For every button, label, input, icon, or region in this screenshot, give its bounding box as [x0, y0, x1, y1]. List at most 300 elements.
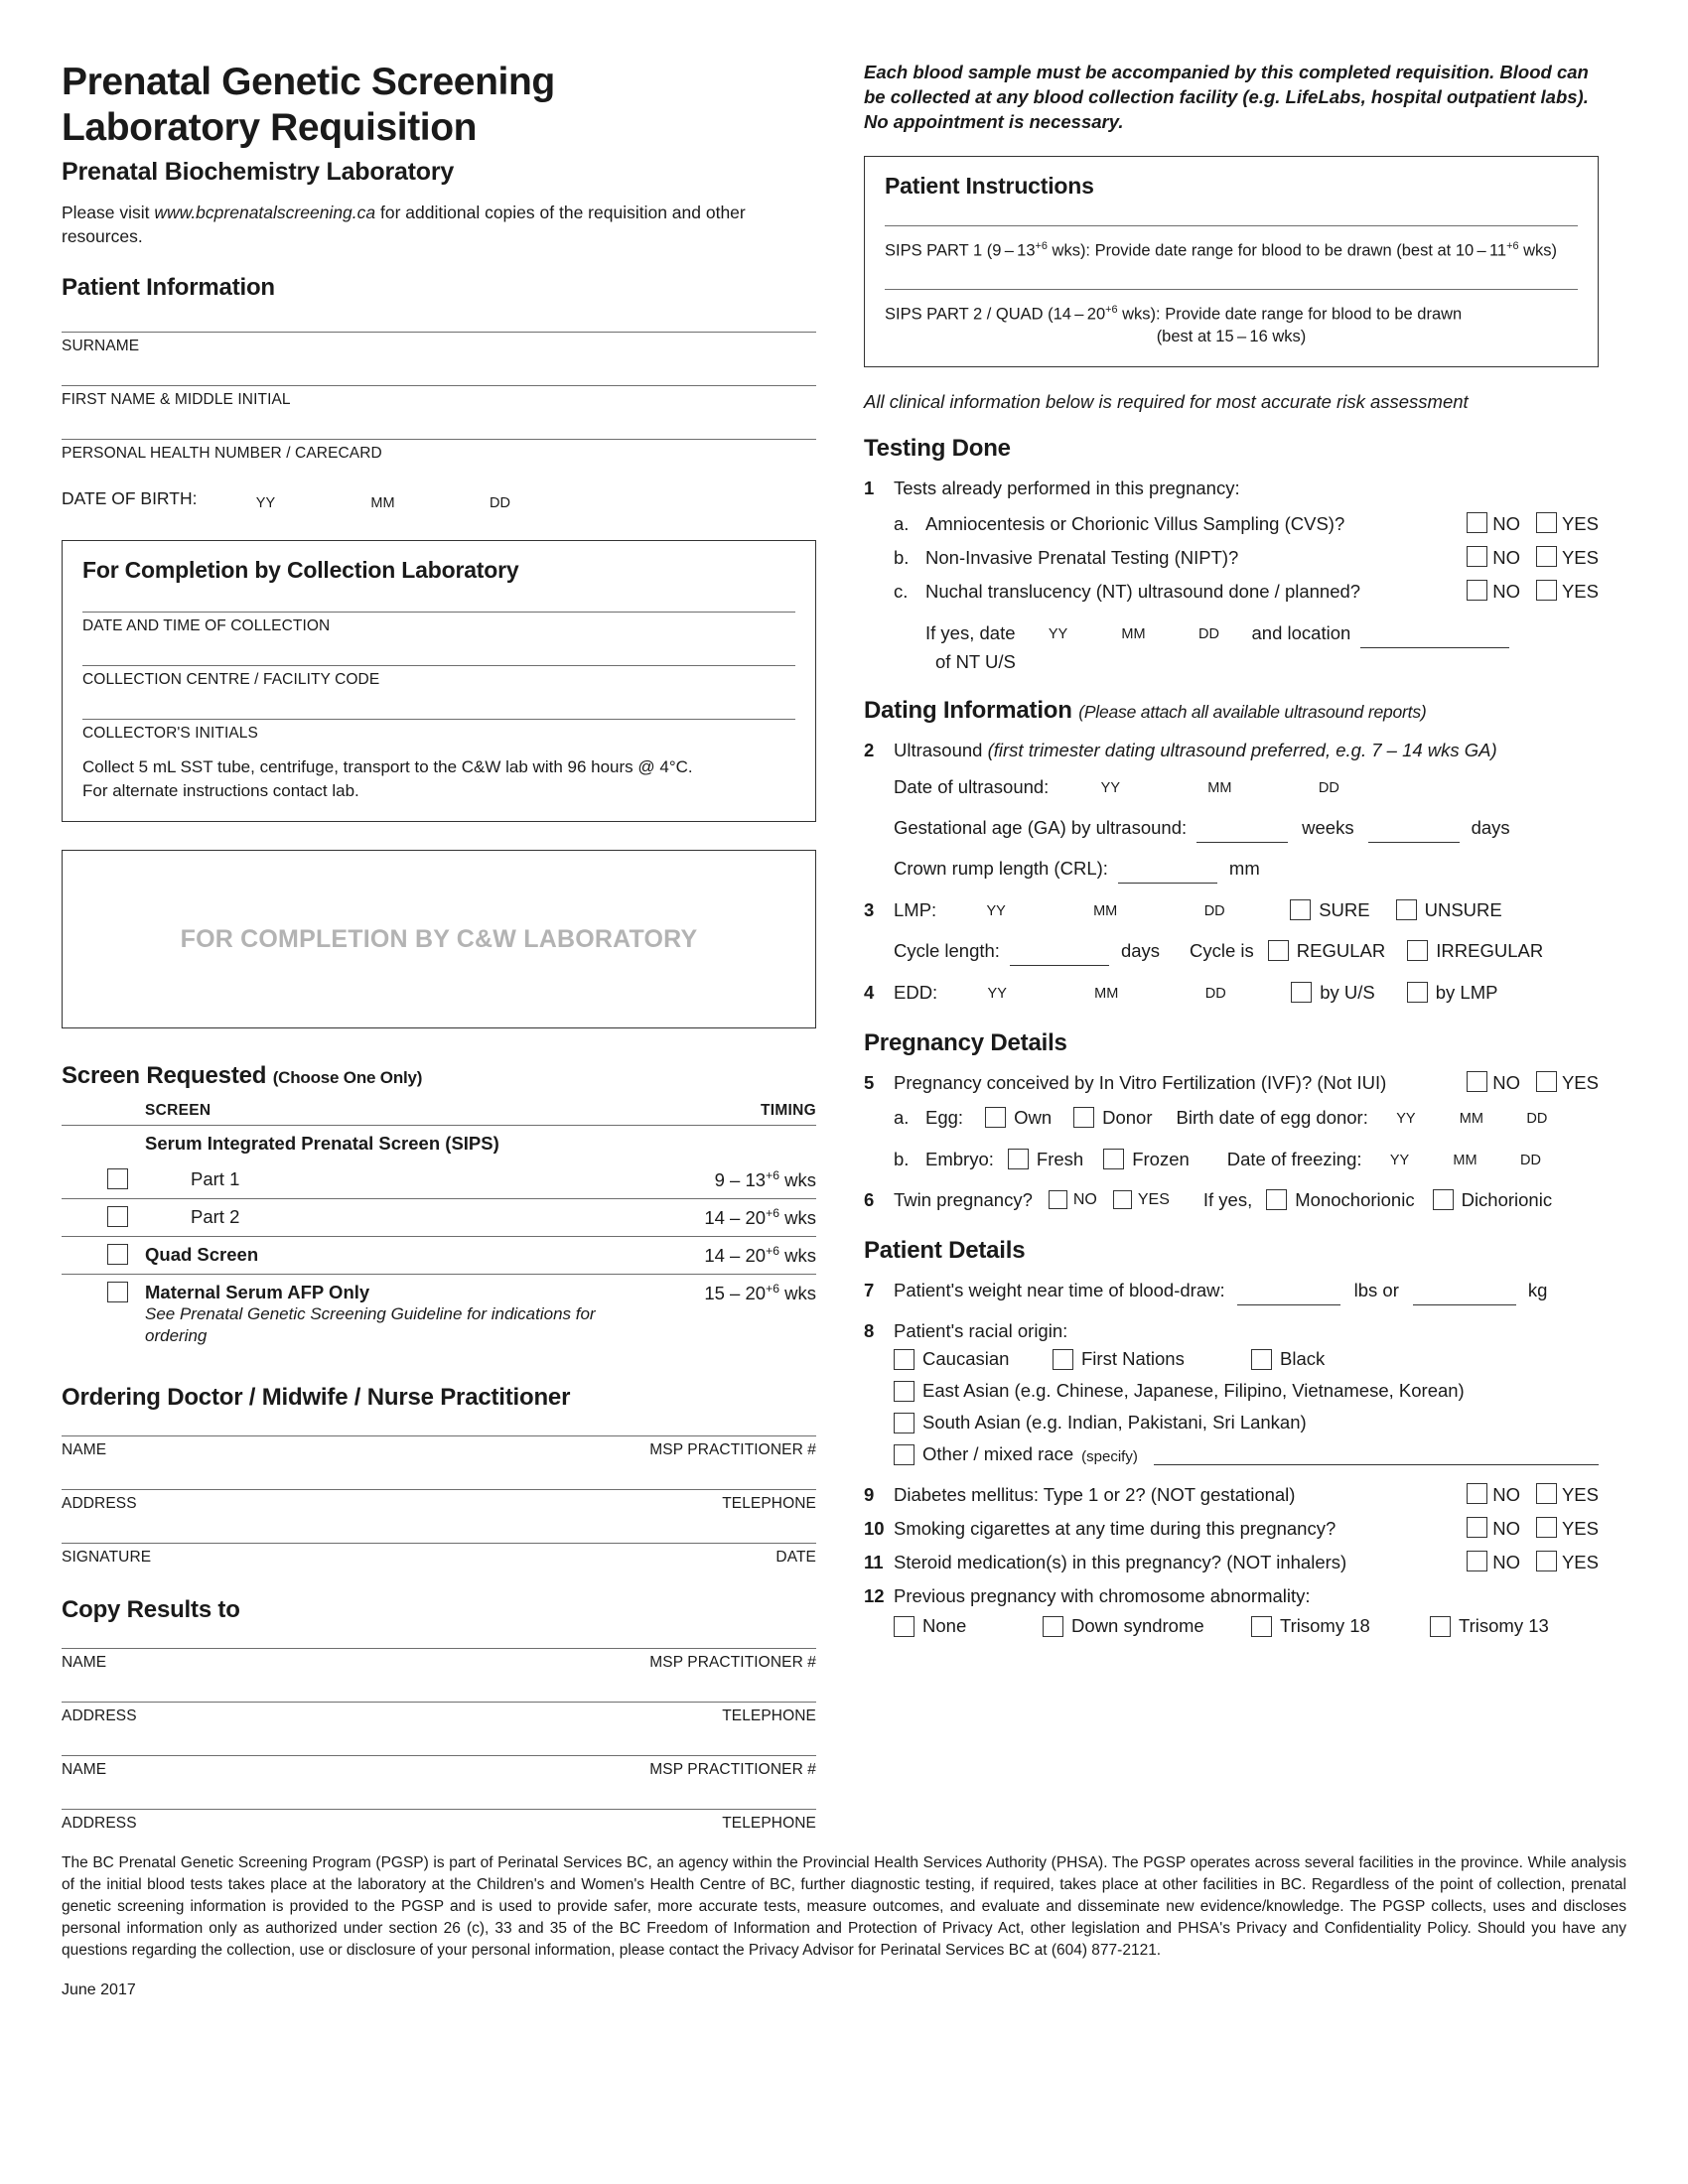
ga-days-input[interactable]	[1368, 824, 1460, 843]
embryo-row	[864, 1145, 1599, 1174]
checkbox-q1c-no[interactable]	[1467, 580, 1487, 601]
q1-number: 1	[864, 478, 875, 498]
pi-part1-sup2: +6	[1506, 240, 1519, 252]
ordering-signature-label: SIGNATURE	[62, 1549, 152, 1567]
q8-text: Patient's racial origin:	[894, 1320, 1068, 1341]
q4-number: 4	[864, 982, 875, 1003]
q5-number: 5	[864, 1072, 875, 1093]
q10-number: 10	[864, 1518, 885, 1539]
race-eastasian-label: East Asian (e.g. Chinese, Japanese, Filipino, Vietnamese, Korean)	[922, 1380, 1465, 1401]
checkbox-q9-yes[interactable]	[1536, 1483, 1557, 1504]
ordering-telephone-label: TELEPHONE	[722, 1495, 816, 1513]
surname-label: SURNAME	[62, 338, 140, 354]
edd-bylmp-option[interactable]	[1407, 979, 1498, 1008]
q1-item-b	[894, 544, 1599, 571]
checkbox-q9-no[interactable]	[1467, 1483, 1487, 1504]
screen-label-msafp-note: See Prenatal Genetic Screening Guideline for indications for ordering	[145, 1304, 596, 1346]
q9-answer-group	[1451, 1481, 1599, 1508]
screen-label-part2: Part 2	[145, 1199, 628, 1237]
pi-part2-sup: +6	[1105, 303, 1118, 316]
egg-donor-option[interactable]	[1073, 1104, 1152, 1133]
weight-kg-input[interactable]	[1413, 1287, 1516, 1305]
freeze-mm[interactable]	[1440, 1145, 1491, 1174]
lmp-sure-option[interactable]	[1290, 896, 1369, 925]
egg-dob-dd[interactable]	[1511, 1103, 1563, 1133]
checkbox-q1a-yes[interactable]	[1536, 512, 1557, 533]
race-other-label: Other / mixed race	[922, 1443, 1074, 1464]
checkbox-cycle-regular[interactable]	[1268, 940, 1289, 961]
pi-part1-mid: wks): Provide date range for blood to be drawn (best at 10 – 11	[1047, 241, 1507, 260]
edd-mm[interactable]	[1058, 978, 1154, 1008]
q1-item-a	[894, 510, 1599, 537]
collector-initials-label: COLLECTOR'S INITIALS	[82, 725, 258, 742]
screen-timing-msafp: $15 - 20^{+6}$ wks	[628, 1275, 816, 1355]
screen-requested-heading	[62, 1062, 816, 1090]
q9-no-option[interactable]	[1467, 1481, 1520, 1508]
cycle-regular-label: REGULAR	[1296, 940, 1386, 961]
race-other-option[interactable]	[894, 1443, 1599, 1465]
checkbox-msafp[interactable]	[107, 1282, 128, 1302]
cycle-regular-option[interactable]	[1268, 937, 1385, 966]
egg-birthdate-label: Birth date of egg donor:	[1176, 1107, 1368, 1128]
checkbox-q5-no[interactable]	[1467, 1071, 1487, 1092]
screen-timing-part1: $9 - 13^{+6}$ wks	[714, 1168, 816, 1191]
q12-t13-option[interactable]	[1430, 1615, 1549, 1637]
collection-note-line2: For alternate instructions contact lab.	[82, 781, 359, 800]
q9-yes-option[interactable]	[1536, 1481, 1599, 1508]
patient-instructions-box	[864, 156, 1599, 367]
dob-label: DATE OF BIRTH:	[62, 488, 198, 508]
checkbox-race-south-asian[interactable]	[894, 1413, 914, 1433]
egg-dob-mm[interactable]	[1446, 1103, 1497, 1133]
edd-mm-tag: MM	[1094, 986, 1119, 1002]
question-8	[864, 1317, 1599, 1344]
ordering-msp-label: MSP PRACTITIONER #	[649, 1441, 816, 1459]
ordering-name-label: NAME	[62, 1441, 107, 1459]
edd-byus-option[interactable]	[1291, 979, 1375, 1008]
race-eastasian-option[interactable]	[894, 1380, 1599, 1402]
checkbox-edd-by-us[interactable]	[1291, 982, 1312, 1003]
copy-telephone-label-1: TELEPHONE	[722, 1707, 816, 1725]
collector-initials-field[interactable]	[82, 719, 795, 743]
q12-down-label: Down syndrome	[1071, 1615, 1204, 1636]
egg-donor-label: Donor	[1102, 1107, 1153, 1128]
title-line-2: Laboratory Requisition	[62, 106, 478, 149]
ordering-signature-field[interactable]	[62, 1543, 816, 1567]
q11-text: Steroid medication(s) in this pregnancy? (NOT inhalers)	[894, 1552, 1347, 1572]
q1a-letter: a.	[894, 513, 910, 534]
edd-yy[interactable]	[949, 978, 1045, 1008]
screen-label-msafp: Maternal Serum AFP Only	[145, 1282, 370, 1303]
ga-weeks-input[interactable]	[1196, 824, 1288, 843]
us-date-mm[interactable]	[1172, 772, 1267, 802]
table-row[interactable]	[62, 1237, 816, 1275]
page-subtitle: Prenatal Biochemistry Laboratory	[62, 158, 455, 186]
cycle-irregular-label: IRREGULAR	[1436, 940, 1544, 961]
collection-centre-field[interactable]	[82, 665, 795, 689]
lmp-unsure-label: UNSURE	[1424, 899, 1502, 920]
ifyes-label: If yes, date	[925, 622, 1016, 643]
question-5	[864, 1069, 1599, 1096]
gestational-age-row	[894, 814, 1599, 843]
crl-label: Crown rump length (CRL):	[894, 858, 1108, 879]
q12-t18-option[interactable]	[1251, 1615, 1430, 1637]
nt-location-input[interactable]	[1360, 629, 1509, 648]
q11-number: 11	[864, 1552, 884, 1572]
q10-yes-label: YES	[1561, 1518, 1599, 1539]
checkbox-q6-yes[interactable]	[1113, 1190, 1132, 1209]
page-title	[62, 60, 816, 151]
q11-yes-option[interactable]	[1536, 1549, 1599, 1575]
q5-no-option[interactable]	[1467, 1069, 1520, 1096]
copy-address-label-2: ADDRESS	[62, 1815, 137, 1833]
q6-mono-label: Monochorionic	[1295, 1189, 1415, 1210]
checkbox-q11-no[interactable]	[1467, 1551, 1487, 1571]
nt-date-yy[interactable]	[1028, 618, 1089, 648]
dating-info-note: (Please attach all available ultrasound reports)	[1078, 702, 1427, 722]
cycle-length-label: Cycle length:	[894, 940, 1000, 961]
collection-lab-heading: For Completion by Collection Laboratory	[82, 557, 519, 583]
checkbox-q12-trisomy-13[interactable]	[1430, 1616, 1451, 1637]
screen-label-quad: Quad Screen	[145, 1237, 628, 1275]
q9-yes-label: YES	[1561, 1484, 1599, 1505]
copy-address-field-1[interactable]	[62, 1702, 816, 1725]
patient-instructions-part2[interactable]	[885, 289, 1578, 349]
checkbox-lmp-unsure[interactable]	[1396, 899, 1417, 920]
q7-text: Patient's weight near time of blood-draw:	[894, 1280, 1225, 1300]
nt-date-mm[interactable]	[1103, 618, 1165, 648]
q4-label: EDD:	[894, 982, 938, 1003]
nt-mm-tag: MM	[1121, 626, 1146, 642]
q10-no-option[interactable]	[1467, 1515, 1520, 1542]
q12-t18-label: Trisomy 18	[1280, 1615, 1370, 1636]
dob-mm[interactable]	[332, 491, 433, 512]
q10-text: Smoking cigarettes at any time during this pregnancy?	[894, 1518, 1336, 1539]
weight-lbs-input[interactable]	[1237, 1287, 1340, 1305]
checkbox-race-caucasian[interactable]	[894, 1349, 914, 1370]
checkbox-q1c-yes[interactable]	[1536, 580, 1557, 601]
sips-group-label: Serum Integrated Prenatal Screen (SIPS)	[145, 1126, 816, 1162]
race-black-option[interactable]	[1251, 1348, 1450, 1370]
us-dd-tag: DD	[1318, 780, 1339, 796]
egg-dob-yy[interactable]	[1380, 1103, 1432, 1133]
q10-yes-option[interactable]	[1536, 1515, 1599, 1542]
race-southasian-option[interactable]	[894, 1412, 1599, 1433]
race-caucasian-option[interactable]	[894, 1348, 1053, 1370]
copy-results-heading: Copy Results to	[62, 1596, 240, 1624]
dob-dd-tag: DD	[489, 495, 510, 511]
testing-done-heading: Testing Done	[864, 435, 1011, 462]
nt-date-dd[interactable]	[1179, 618, 1240, 648]
egg-donor-dob-group	[1380, 1103, 1563, 1133]
q6-no-label: NO	[1072, 1191, 1097, 1208]
q11-no-option[interactable]	[1467, 1549, 1520, 1575]
embryo-fresh-label: Fresh	[1036, 1149, 1084, 1169]
ga-label: Gestational age (GA) by ultrasound:	[894, 817, 1188, 838]
ifyes-end-label: of NT U/S	[935, 651, 1016, 672]
table-row[interactable]	[62, 1199, 816, 1237]
embryo-frozen-option[interactable]	[1103, 1146, 1190, 1174]
embryo-label: Embryo:	[925, 1149, 994, 1169]
question-12	[864, 1582, 1599, 1609]
q3-number: 3	[864, 899, 875, 920]
checkbox-q10-no[interactable]	[1467, 1517, 1487, 1538]
q6-no-option[interactable]	[1049, 1186, 1097, 1215]
freeze-yy-tag: YY	[1389, 1153, 1410, 1168]
crl-unit-label: mm	[1228, 858, 1260, 879]
q12-t13-label: Trisomy 13	[1459, 1615, 1549, 1636]
screen-column-header: SCREEN	[145, 1102, 211, 1119]
q1-item-c	[894, 578, 1599, 605]
q5-text: Pregnancy conceived by In Vitro Fertilization (IVF)? (Not IUI)	[894, 1072, 1387, 1093]
checkbox-race-other[interactable]	[894, 1444, 914, 1465]
q5-answer-group	[1451, 1069, 1599, 1096]
checkbox-q12-down-syndrome[interactable]	[1043, 1616, 1063, 1637]
ordering-doctor-heading: Ordering Doctor / Midwife / Nurse Practitioner	[62, 1384, 571, 1412]
dating-information-heading	[864, 697, 1599, 725]
egg-own-label: Own	[1014, 1107, 1053, 1128]
collection-datetime-field[interactable]	[82, 612, 795, 635]
collection-centre-label: COLLECTION CENTRE / FACILITY CODE	[82, 671, 380, 688]
phn-label: PERSONAL HEALTH NUMBER / CARECARD	[62, 445, 382, 462]
checkbox-sips-part2[interactable]	[107, 1206, 128, 1227]
lmp-unsure-option[interactable]	[1396, 896, 1502, 925]
website-link[interactable]: www.bcprenatalscreening.ca	[154, 203, 376, 222]
egg-mm-tag: MM	[1459, 1111, 1483, 1127]
q1a-no-option[interactable]	[1467, 510, 1520, 537]
ultrasound-date-row	[894, 772, 1599, 802]
dob-dd[interactable]	[449, 491, 550, 512]
q11-yes-label: YES	[1561, 1552, 1599, 1572]
q6-ifyes-label: If yes,	[1202, 1189, 1253, 1210]
cycle-irregular-option[interactable]	[1407, 937, 1543, 966]
us-date-yy[interactable]	[1062, 772, 1158, 802]
q2-italic-note: (first trimester dating ultrasound preferred, e.g. 7 – 14 wks GA)	[987, 740, 1497, 760]
patient-instructions-heading: Patient Instructions	[885, 173, 1094, 199]
q1c-answer-group	[1451, 578, 1599, 605]
pi-part2-center: (best at 15 – 16 wks)	[1156, 328, 1307, 345]
question-2	[864, 737, 1599, 763]
two-column-layout	[62, 60, 1626, 1833]
embryo-frozen-label: Frozen	[1132, 1149, 1190, 1169]
ultrasound-date-label: Date of ultrasound:	[894, 776, 1050, 797]
racial-origin-options	[864, 1348, 1599, 1465]
question-3-lmp	[864, 895, 1599, 925]
checkbox-egg-donor[interactable]	[1073, 1107, 1094, 1128]
us-mm-tag: MM	[1207, 780, 1232, 796]
q9-text: Diabetes mellitus: Type 1 or 2? (NOT gestational)	[894, 1484, 1296, 1505]
race-other-input[interactable]	[1154, 1446, 1599, 1465]
cycle-length-row	[864, 937, 1599, 966]
cw-laboratory-watermark-text: FOR COMPLETION BY C&W LABORATORY	[180, 924, 698, 953]
q1c-yes-option[interactable]	[1536, 578, 1599, 605]
checkbox-egg-own[interactable]	[985, 1107, 1006, 1128]
checkbox-q11-yes[interactable]	[1536, 1551, 1557, 1571]
question-6-twin	[864, 1186, 1599, 1215]
checkbox-q12-none[interactable]	[894, 1616, 914, 1637]
nt-yy-tag: YY	[1048, 626, 1068, 642]
q6-yes-label: YES	[1137, 1191, 1170, 1208]
cycle-days-label: days	[1120, 940, 1161, 961]
question-9	[864, 1481, 1599, 1508]
race-caucasian-label: Caucasian	[922, 1348, 1010, 1369]
freeze-yy[interactable]	[1374, 1145, 1426, 1174]
race-firstnations-option[interactable]	[1053, 1348, 1251, 1370]
q2-subfields	[864, 772, 1599, 884]
dob-yy[interactable]	[214, 491, 316, 512]
lmp-dd[interactable]	[1167, 895, 1262, 925]
freeze-dd[interactable]	[1505, 1145, 1557, 1174]
copy-telephone-label-2: TELEPHONE	[722, 1815, 816, 1833]
q1b-no-option[interactable]	[1467, 544, 1520, 571]
egg-label: Egg:	[925, 1107, 964, 1128]
checkbox-edd-by-lmp[interactable]	[1407, 982, 1428, 1003]
lmp-sure-label: SURE	[1319, 899, 1370, 920]
crl-input[interactable]	[1118, 865, 1217, 884]
date-of-birth-row	[62, 488, 816, 512]
q1b-answer-group	[1451, 544, 1599, 571]
copy-name-field-2[interactable]	[62, 1755, 816, 1779]
q1b-yes-label: YES	[1561, 547, 1599, 568]
q6-di-label: Dichorionic	[1461, 1189, 1553, 1210]
q12-text: Previous pregnancy with chromosome abnormality:	[894, 1585, 1311, 1606]
patient-instructions-part1[interactable]	[885, 225, 1578, 263]
edd-yy-tag: YY	[987, 986, 1007, 1002]
ordering-address-field[interactable]	[62, 1489, 816, 1513]
pi-part1-sup: +6	[1035, 240, 1048, 252]
crl-row	[894, 855, 1599, 884]
embryo-freeze-date-group	[1374, 1145, 1557, 1174]
checkbox-q5-yes[interactable]	[1536, 1071, 1557, 1092]
edd-dd-tag: DD	[1204, 986, 1226, 1002]
nt-ultrasound-date-row	[894, 618, 1599, 677]
checkbox-lmp-sure[interactable]	[1290, 899, 1311, 920]
checkbox-q10-yes[interactable]	[1536, 1517, 1557, 1538]
checkbox-sips-part1[interactable]	[107, 1168, 128, 1189]
lmp-yy[interactable]	[948, 895, 1044, 925]
q8-number: 8	[864, 1320, 875, 1341]
intro-text	[62, 201, 816, 248]
nt-dd-tag: DD	[1198, 626, 1219, 642]
embryo-letter: b.	[894, 1149, 910, 1169]
q1c-letter: c.	[894, 581, 909, 602]
q11-no-label: NO	[1492, 1552, 1520, 1572]
collection-laboratory-box	[62, 540, 816, 822]
checkbox-race-black[interactable]	[1251, 1349, 1272, 1370]
edd-dd[interactable]	[1168, 978, 1263, 1008]
firstname-label: FIRST NAME & MIDDLE INITIAL	[62, 391, 291, 408]
q1-subitems	[864, 510, 1599, 677]
q12-down-option[interactable]	[1043, 1615, 1251, 1637]
q6-yes-option[interactable]	[1113, 1186, 1170, 1215]
screen-requested-title: Screen Requested	[62, 1062, 267, 1089]
embryo-fresh-option[interactable]	[1008, 1146, 1083, 1174]
checkbox-monochorionic[interactable]	[1266, 1189, 1287, 1210]
q2-text	[894, 737, 1599, 763]
q5-yes-option[interactable]	[1536, 1069, 1599, 1096]
q6-di-option[interactable]	[1433, 1186, 1553, 1215]
checkbox-q6-no[interactable]	[1049, 1190, 1067, 1209]
pregnancy-details-heading: Pregnancy Details	[864, 1029, 1067, 1056]
checkbox-quad-screen[interactable]	[107, 1244, 128, 1265]
checkbox-race-east-asian[interactable]	[894, 1381, 914, 1402]
left-column	[62, 60, 816, 1833]
q1b-yes-option[interactable]	[1536, 544, 1599, 571]
cycle-length-input[interactable]	[1010, 947, 1109, 966]
freeze-dd-tag: DD	[1520, 1153, 1541, 1168]
us-yy-tag: YY	[1100, 780, 1120, 796]
checkbox-q1b-yes[interactable]	[1536, 546, 1557, 567]
collection-note-line1: Collect 5 mL SST tube, centrifuge, transport to the C&W lab with 96 hours @ 4°C.	[82, 757, 693, 776]
question-11	[864, 1549, 1599, 1575]
pi-part1-pre: SIPS PART 1 (9 – 13	[885, 241, 1036, 260]
surname-field[interactable]	[62, 332, 816, 355]
q7-kg-label: kg	[1527, 1280, 1548, 1300]
phn-field[interactable]	[62, 439, 816, 463]
egg-yy-tag: YY	[1396, 1111, 1416, 1127]
dob-yy-tag: YY	[255, 495, 276, 511]
q12-none-option[interactable]	[894, 1615, 1043, 1637]
q1a-yes-option[interactable]	[1536, 510, 1599, 537]
q2-label: Ultrasound	[894, 740, 983, 760]
dob-mm-tag: MM	[370, 495, 395, 511]
checkbox-race-first-nations[interactable]	[1053, 1349, 1073, 1370]
copy-address-field-2[interactable]	[62, 1809, 816, 1833]
ga-days-label: days	[1471, 817, 1510, 838]
q10-no-label: NO	[1492, 1518, 1520, 1539]
checkbox-q1b-no[interactable]	[1467, 546, 1487, 567]
freeze-mm-tag: MM	[1453, 1153, 1477, 1168]
ordering-name-field[interactable]	[62, 1435, 816, 1459]
copy-msp-label-1: MSP PRACTITIONER #	[649, 1654, 816, 1672]
copy-name-field-1[interactable]	[62, 1648, 816, 1672]
pi-part1-end: wks)	[1518, 241, 1557, 260]
q1c-no-option[interactable]	[1467, 578, 1520, 605]
checkbox-embryo-frozen[interactable]	[1103, 1149, 1124, 1169]
copy-msp-label-2: MSP PRACTITIONER #	[649, 1761, 816, 1779]
nt-date-group	[1028, 618, 1240, 648]
q9-number: 9	[864, 1484, 875, 1505]
egg-own-option[interactable]	[985, 1104, 1052, 1133]
checkbox-q1a-no[interactable]	[1467, 512, 1487, 533]
cw-laboratory-watermark-box	[62, 850, 816, 1028]
us-date-dd[interactable]	[1281, 772, 1376, 802]
edd-byus-label: by U/S	[1320, 982, 1375, 1003]
q1a-text: Amniocentesis or Chorionic Villus Sampling (CVS)?	[925, 513, 1345, 534]
right-column	[864, 60, 1599, 1637]
q1c-text: Nuchal translucency (NT) ultrasound done / planned?	[925, 581, 1361, 602]
table-row[interactable]	[62, 1275, 816, 1355]
q3-label: LMP:	[894, 899, 937, 920]
checkbox-cycle-irregular[interactable]	[1407, 940, 1428, 961]
lmp-mm[interactable]	[1057, 895, 1153, 925]
table-row[interactable]	[62, 1161, 816, 1199]
q1c-yes-label: YES	[1561, 581, 1599, 602]
checkbox-embryo-fresh[interactable]	[1008, 1149, 1029, 1169]
collection-note	[82, 755, 795, 803]
q1b-no-label: NO	[1492, 547, 1520, 568]
timing-column-header: TIMING	[760, 1102, 816, 1119]
q1b-text: Non-Invasive Prenatal Testing (NIPT)?	[925, 547, 1239, 568]
ifyes-mid-label: and location	[1251, 622, 1351, 643]
checkbox-q12-trisomy-18[interactable]	[1251, 1616, 1272, 1637]
q6-mono-option[interactable]	[1266, 1186, 1414, 1215]
screen-table-header	[62, 1102, 816, 1126]
q1a-answer-group	[1451, 510, 1599, 537]
q11-answer-group	[1451, 1549, 1599, 1575]
checkbox-dichorionic[interactable]	[1433, 1189, 1454, 1210]
firstname-field[interactable]	[62, 385, 816, 409]
